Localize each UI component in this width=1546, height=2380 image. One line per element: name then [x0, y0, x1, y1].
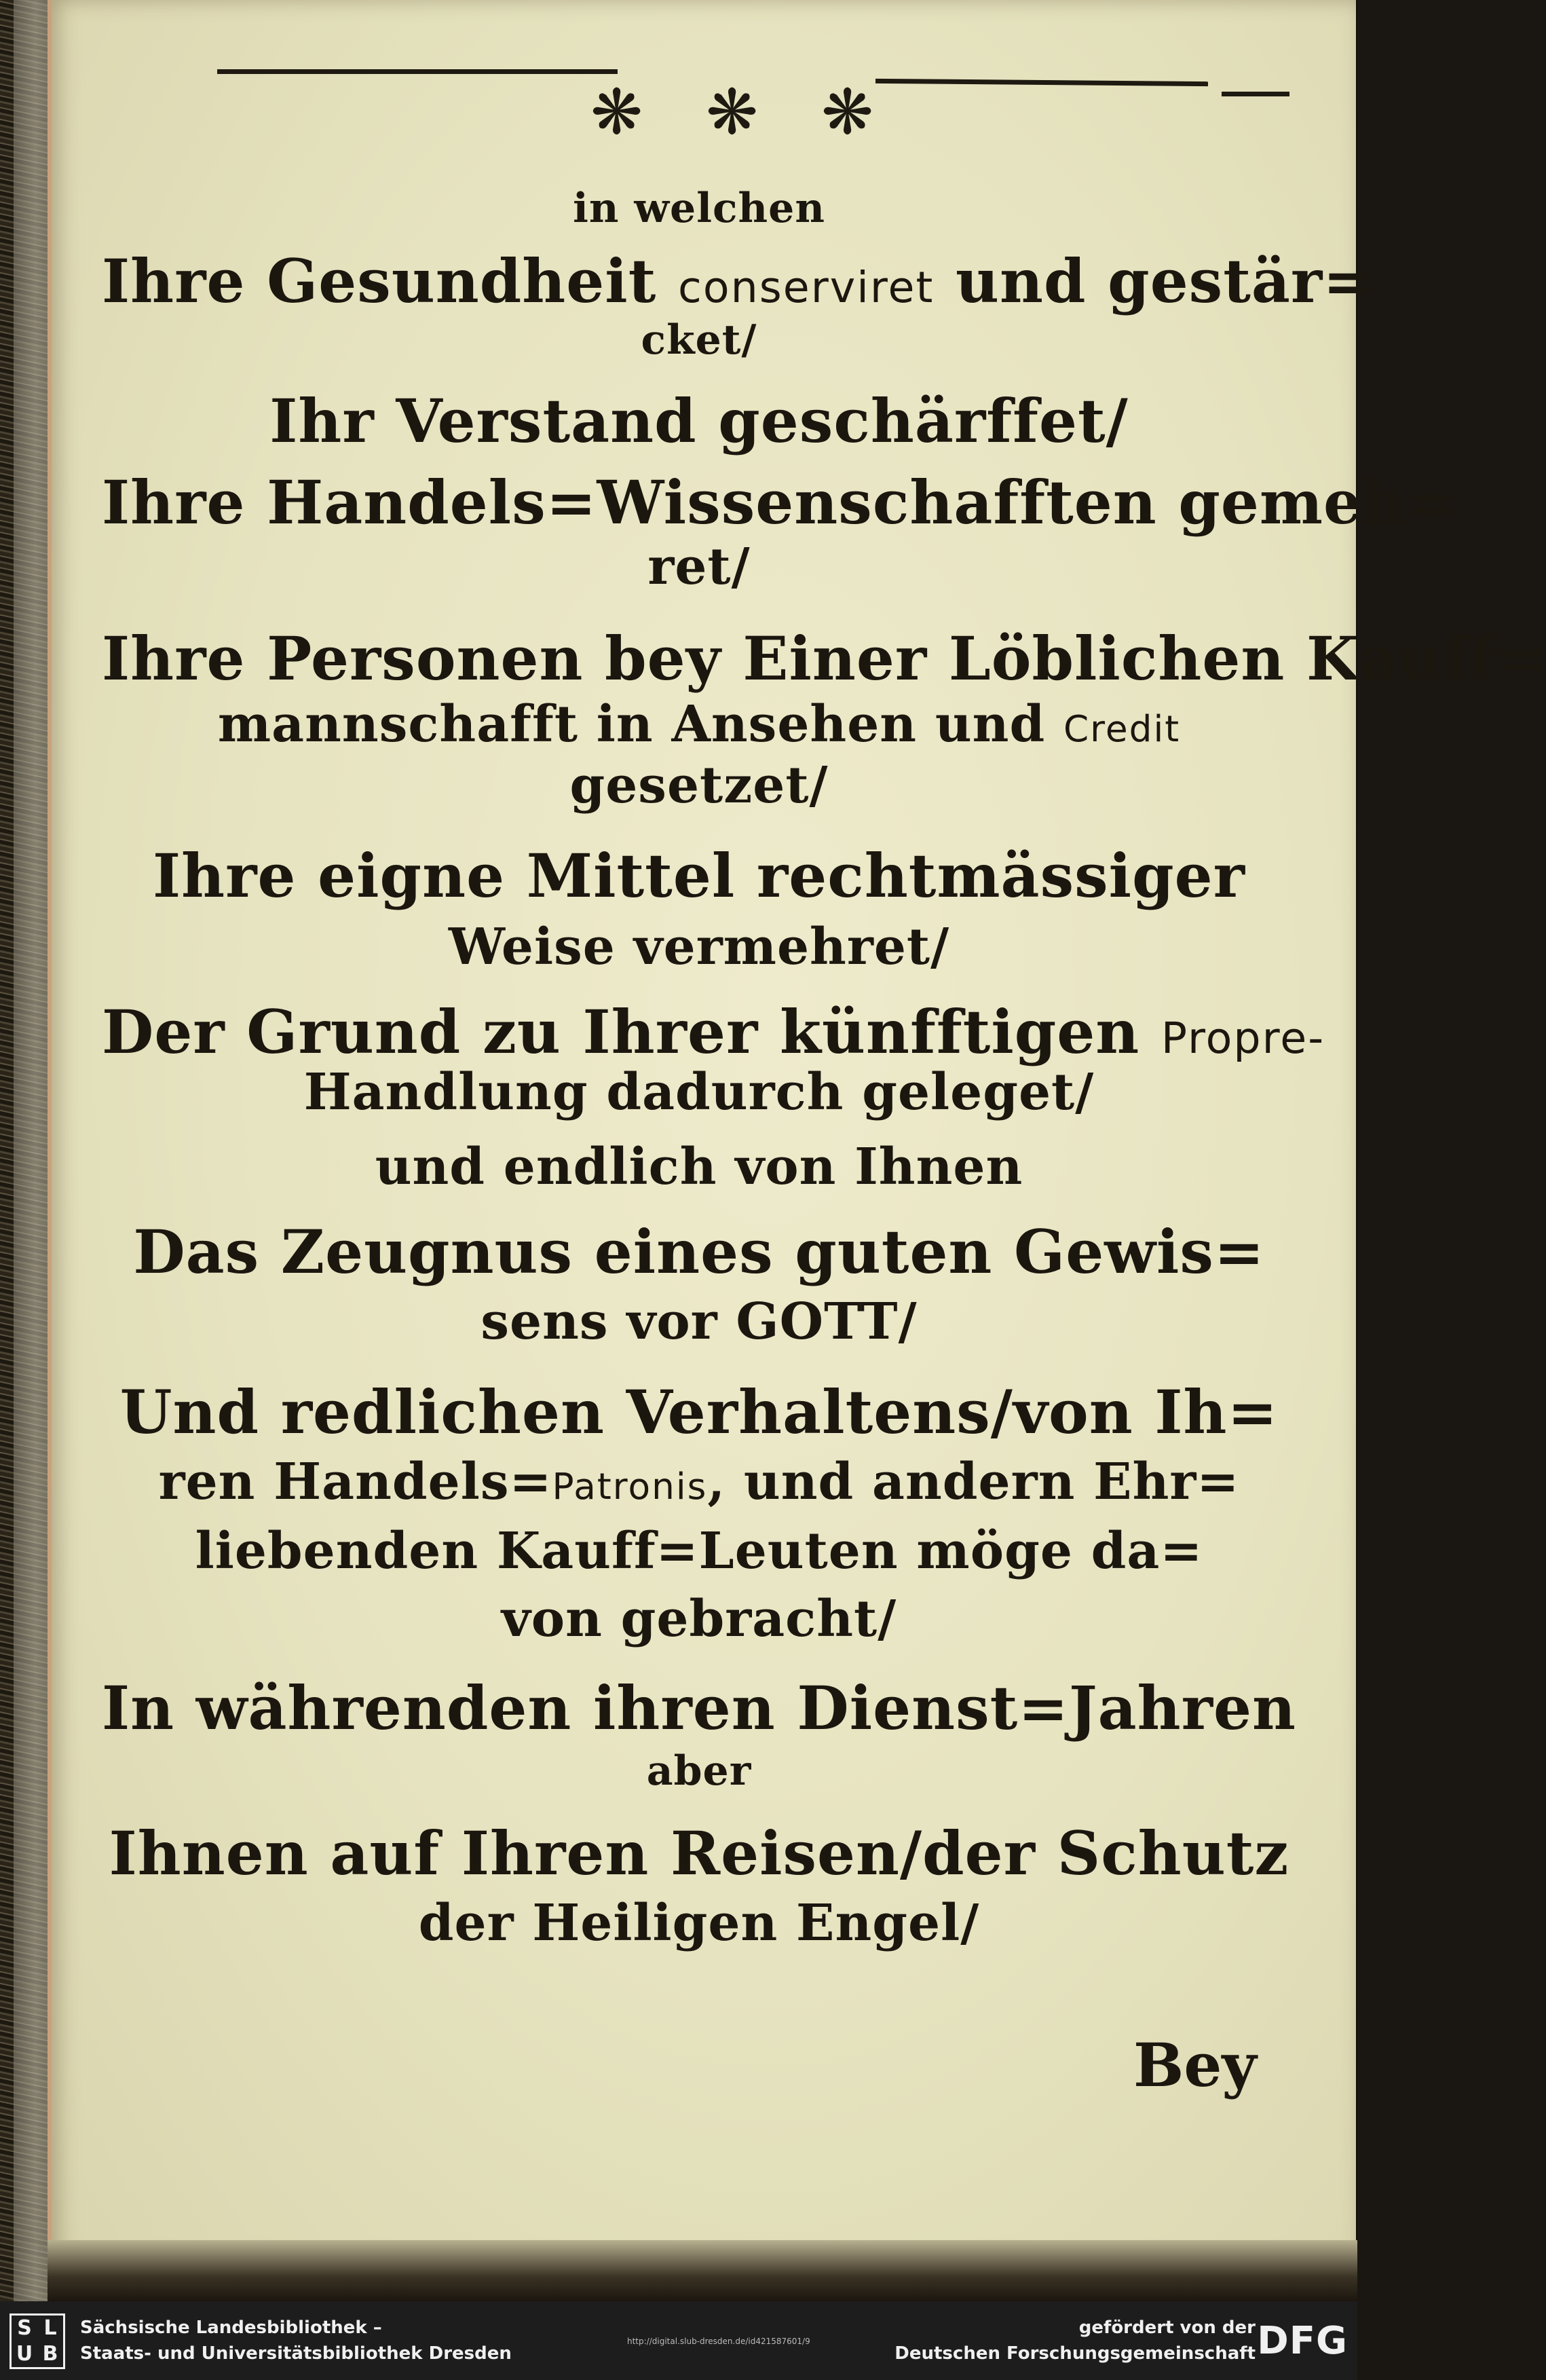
text-line: Ihnen auf Ihren Reisen/der Schutz — [109, 1818, 1289, 1889]
text-line: Das Zeugnus eines guten Gewis= — [133, 1216, 1265, 1287]
fleuron-icon: ❋ — [821, 76, 874, 149]
latin-term: Credit — [1063, 708, 1181, 750]
text-segment: und gestär= — [934, 246, 1374, 316]
text-line: ret/ — [647, 538, 751, 596]
text-line — [102, 997, 1325, 1067]
library-name: Staats- und Universitätsbibliothek Dresden — [80, 2343, 512, 2364]
funding-note: gefördert von der — [1078, 2318, 1256, 2338]
catchword: Bey — [1133, 2030, 1257, 2100]
permalink-url[interactable]: http://digital.slub-dresden.de/id421587601/9 — [627, 2337, 810, 2346]
logo-letter: L — [43, 2316, 57, 2340]
fleuron-icon: ❋ — [706, 76, 759, 149]
text-line: Ihre eigne Mittel rechtmässiger — [153, 840, 1245, 911]
text-line: und endlich von Ihnen — [375, 1138, 1023, 1196]
logo-letter: U — [16, 2342, 33, 2366]
logo-letter: B — [42, 2342, 58, 2366]
page-bottom-edge — [48, 2240, 1357, 2301]
text-line: Ihre Personen bey Einer Löblichen Kauff= — [102, 623, 1546, 694]
text-line: aber — [646, 1747, 752, 1795]
text-segment: ren Handels= — [158, 1453, 552, 1511]
text-line: in welchen — [573, 185, 825, 232]
text-segment: Ihre Gesundheit — [102, 246, 678, 316]
library-name: Sächsische Landesbibliothek – — [80, 2318, 382, 2338]
text-line: gesetzet/ — [569, 756, 829, 815]
text-line — [102, 695, 1296, 754]
dfg-logo[interactable]: DFG — [1257, 2319, 1348, 2363]
fleuron-icon: ❋ — [590, 76, 643, 149]
text-segment: mannschafft in Ansehen und — [217, 695, 1063, 754]
footer-bar — [0, 2301, 1357, 2380]
slub-logo[interactable] — [10, 2313, 65, 2369]
horizontal-rule — [1222, 92, 1289, 96]
text-line: Und redlichen Verhaltens/von Ih= — [119, 1377, 1279, 1447]
text-line: der Heiligen Engel/ — [418, 1894, 980, 1952]
text-line: In währenden ihren Dienst=Jahren — [102, 1673, 1296, 1743]
text-line: Ihr Verstand geschärffet/ — [269, 386, 1129, 456]
latin-term: conserviret — [678, 262, 935, 312]
text-line: sens vor GOTT/ — [480, 1293, 918, 1351]
horizontal-rule — [217, 69, 618, 74]
text-line: Weise vermehret/ — [448, 918, 950, 976]
text-line: cket/ — [641, 316, 757, 364]
text-line: von gebracht/ — [501, 1590, 897, 1648]
text-segment: Der Grund zu Ihrer künfftigen — [102, 997, 1161, 1067]
logo-letter: S — [17, 2316, 32, 2340]
latin-term: Patronis — [552, 1466, 708, 1508]
text-line: liebenden Kauff=Leuten möge da= — [195, 1522, 1203, 1580]
text-line: Ihre Handels=Wissenschafften gemeh= — [102, 467, 1457, 538]
text-line — [102, 246, 1374, 316]
latin-term: Propre- — [1161, 1013, 1325, 1063]
text-line — [102, 1453, 1296, 1511]
text-segment: , und andern Ehr= — [707, 1453, 1240, 1511]
funding-note: Deutschen Forschungsgemeinschaft — [894, 2343, 1256, 2364]
text-line: Handlung dadurch geleget/ — [303, 1063, 1095, 1121]
